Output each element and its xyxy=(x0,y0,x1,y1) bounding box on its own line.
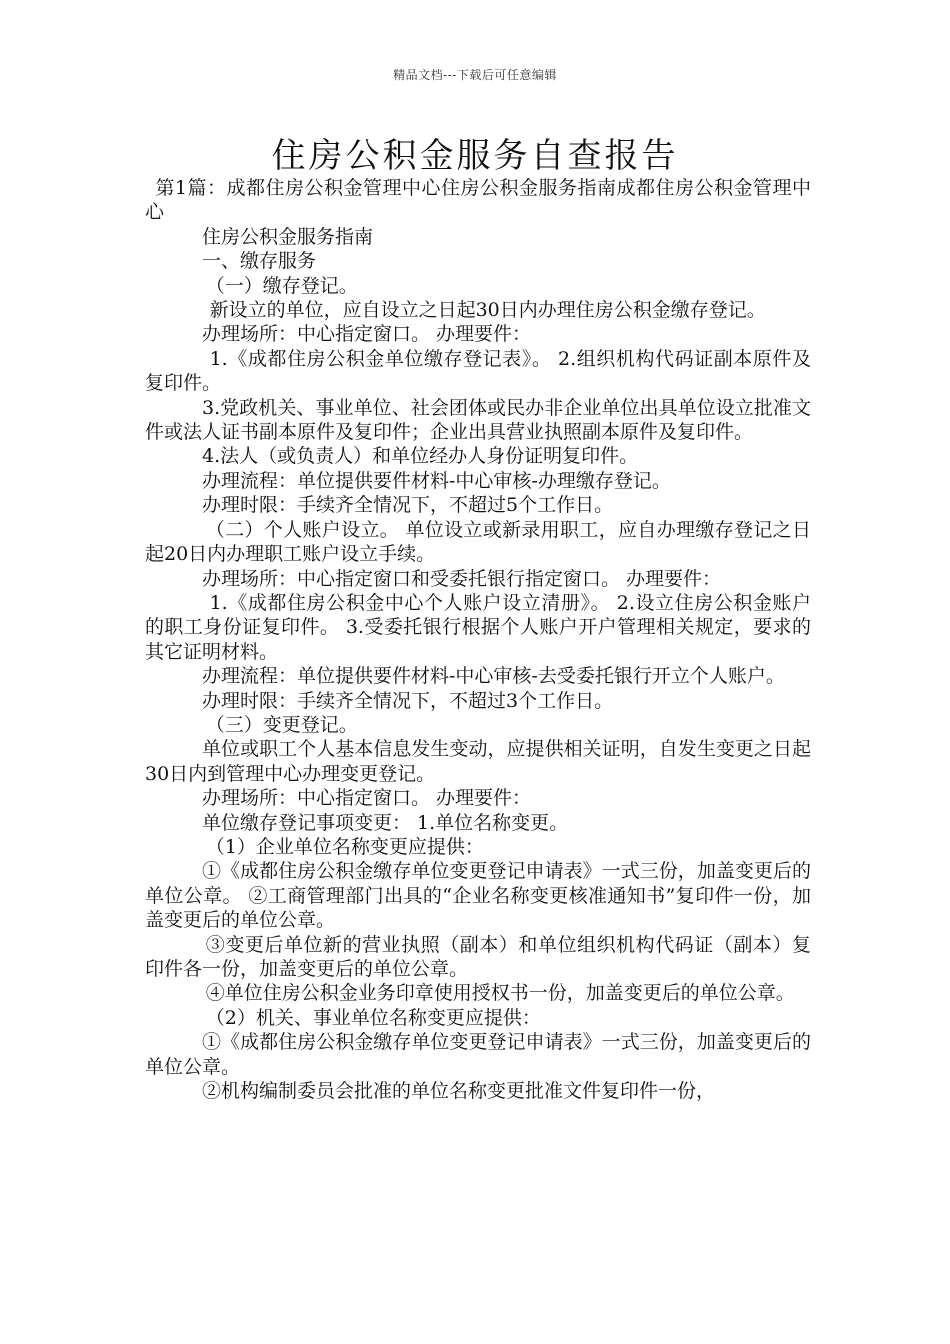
paragraph: 办理场所：中心指定窗口。 办理要件： xyxy=(202,787,532,810)
paragraph: 办理场所：中心指定窗口和受委托银行指定窗口。 办理要件： xyxy=(202,567,722,590)
document-title: 住房公积金服务自查报告 xyxy=(271,136,679,176)
paragraph: ②机构编制委员会批准的单位名称变更批准文件复印件一份， xyxy=(202,1080,716,1103)
header-note: 精品文档---下载后可任意编辑 xyxy=(393,68,557,82)
paragraph: 单位缴存登记事项变更： 1.单位名称变更。 xyxy=(202,811,569,834)
paragraph: 办理时限：手续齐全情况下，不超过5个工作日。 xyxy=(202,494,614,517)
paragraph: （1）企业单位名称变更应提供： xyxy=(205,835,484,858)
paragraph: 单位或职工个人基本信息发生变动，应提供相关证明，自发生变更之日起30日内到管理中心办理变更登记。 xyxy=(145,738,811,785)
document-body xyxy=(145,176,811,1103)
paragraph: ③变更后单位新的营业执照（副本）和单位组织机构代码证（副本）复印件各一份，加盖变更后的单位公章。 xyxy=(145,933,811,980)
paragraph: 3.党政机关、事业单位、社会团体或民办非企业单位出具单位设立批准文件或法人证书副本原件及复印件；企业出具营业执照副本原件及复印件。 xyxy=(145,396,811,444)
paragraph: ④单位住房公积金业务印章使用授权书一份，加盖变更后的单位公章。 xyxy=(205,982,795,1005)
paragraph: 办理流程：单位提供要件材料-中心审核-去受委托银行开立个人账户。 xyxy=(202,665,785,688)
paragraph: （三）变更登记。 xyxy=(205,713,358,736)
paragraph: 办理时限：手续齐全情况下，不超过3个工作日。 xyxy=(202,689,614,712)
paragraph: 新设立的单位，应自设立之日起30日内办理住房公积金缴存登记。 xyxy=(209,299,766,322)
paragraph: ①《成都住房公积金缴存单位变更登记申请表》一式三份，加盖变更后的单位公章。 ②工商管理部门出具的“企业名称变更核准通知书”复印件一份，加盖变更后的单位公章。 xyxy=(145,860,811,932)
paragraph: 第1篇：成都住房公积金管理中心住房公积金服务指南成都住房公积金管理中心 xyxy=(145,177,811,224)
paragraph: （2）机关、事业单位名称变更应提供： xyxy=(205,1006,541,1029)
paragraph: 住房公积金服务指南 xyxy=(202,225,374,248)
paragraph: 一、缴存服务 xyxy=(202,250,317,273)
paragraph: 4.法人（或负责人）和单位经办人身份证明复印件。 xyxy=(202,445,639,468)
paragraph: 1.《成都住房公积金中心个人账户设立清册》。 2.设立住房公积金账户的职工身份证复印件。 3.受委托银行根据个人账户开户管理相关规定，要求的其它证明材料。 xyxy=(145,591,811,663)
paragraph: （二）个人账户设立。 单位设立或新录用职工，应自办理缴存登记之日起20日内办理职工账户设立手续。 xyxy=(145,518,811,566)
paragraph: ①《成都住房公积金缴存单位变更登记申请表》一式三份，加盖变更后的单位公章。 xyxy=(145,1031,811,1078)
paragraph: （一）缴存登记。 xyxy=(205,274,358,297)
paragraph: 办理流程：单位提供要件材料-中心审核-办理缴存登记。 xyxy=(202,469,671,492)
paragraph: 办理场所：中心指定窗口。 办理要件： xyxy=(202,323,532,346)
paragraph: 1.《成都住房公积金单位缴存登记表》。 2.组织机构代码证副本原件及复印件。 xyxy=(145,347,811,395)
